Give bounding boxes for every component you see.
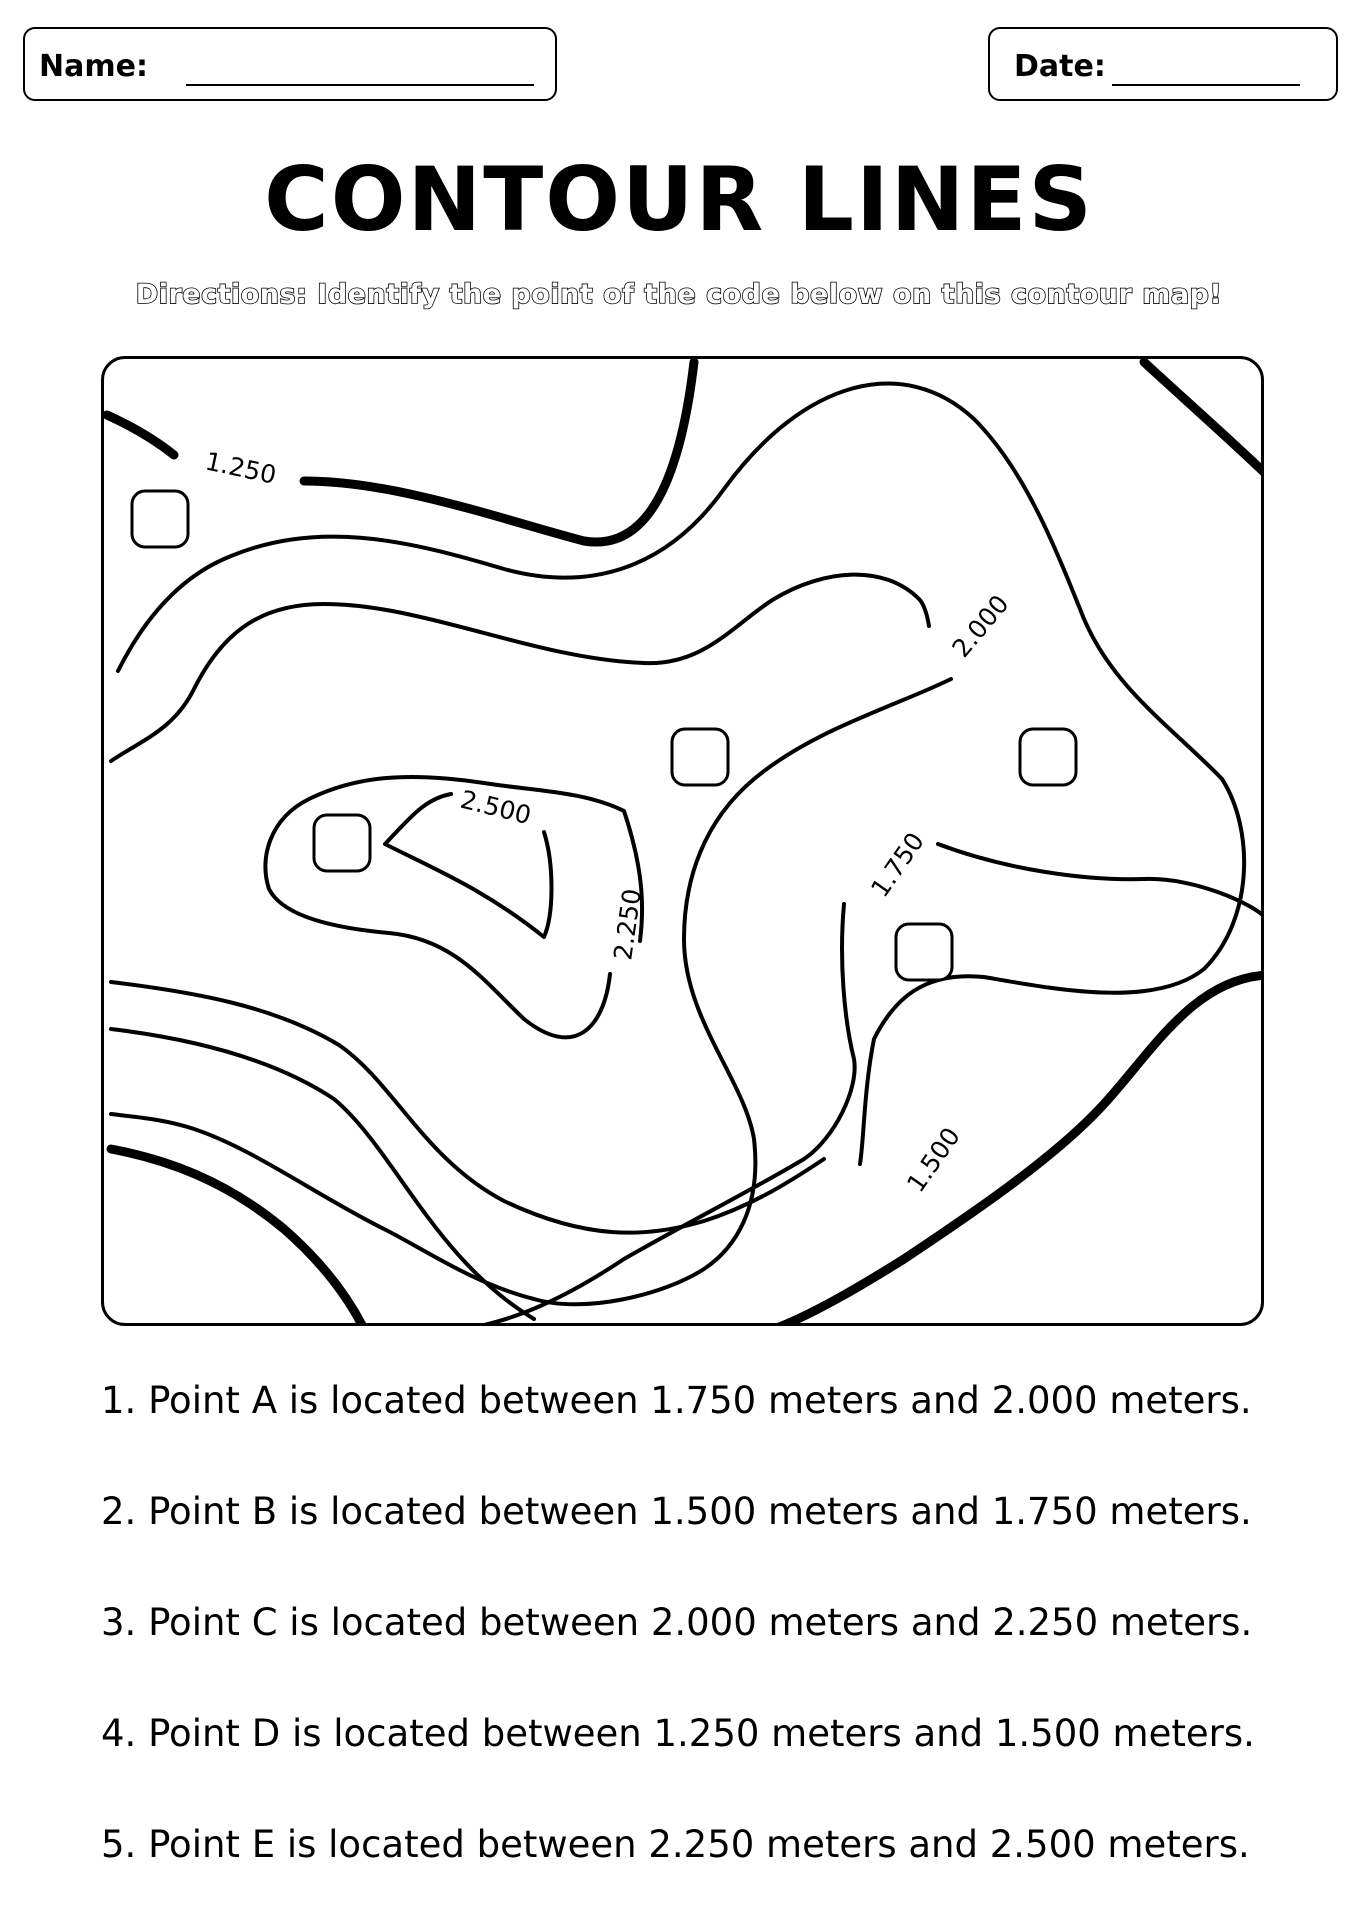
name-label: Name:	[39, 49, 148, 84]
question-item: 4. Point D is located between 1.250 meters and 1.500 meters.	[101, 1712, 1255, 1755]
contour-label-1250: 1.250	[202, 446, 279, 490]
point-box-center[interactable]	[672, 729, 728, 785]
contour-line-1750-upper	[111, 575, 929, 761]
question-item: 2. Point B is located between 1.500 meters and 1.750 meters.	[101, 1490, 1252, 1533]
contour-line-top-right-thick	[1144, 362, 1264, 475]
contour-line-1250-top-right	[304, 362, 694, 542]
question-item: 5. Point E is located between 2.250 meters and 2.500 meters.	[101, 1823, 1250, 1866]
contour-label-1500: 1.500	[901, 1122, 966, 1198]
contour-label-2500: 2.500	[457, 784, 535, 831]
contour-line-1250-lower	[111, 982, 824, 1233]
date-field[interactable]	[988, 27, 1338, 101]
question-list	[101, 1375, 1255, 1930]
contour-line-1750-lower-left	[464, 904, 855, 1326]
contour-label-2250: 2.250	[608, 886, 647, 962]
point-box-left-hill[interactable]	[314, 815, 370, 871]
point-box-lower-right[interactable]	[896, 924, 952, 980]
worksheet-title: CONTOUR LINES	[264, 148, 1094, 251]
contour-map-drawing	[104, 359, 1264, 1326]
question-item: 1. Point A is located between 1.750 meters and 2.000 meters.	[101, 1379, 1252, 1422]
contour-map	[101, 356, 1264, 1326]
contour-label-2000: 2.000	[946, 589, 1015, 663]
contour-line-2000	[111, 679, 951, 1304]
point-box-right[interactable]	[1020, 729, 1076, 785]
contour-line-1250-top	[107, 415, 174, 455]
question-item: 3. Point C is located between 2.000 meters and 2.250 meters.	[101, 1601, 1253, 1644]
name-write-line[interactable]	[186, 84, 534, 86]
date-write-line[interactable]	[1112, 84, 1300, 86]
contour-line-bottom-thick	[111, 1149, 364, 1326]
directions-text: Directions: Identify the point of the code below on this contour map!	[135, 279, 1223, 310]
contour-line-1750-lower	[938, 844, 1264, 919]
contour-label-1750: 1.750	[865, 827, 930, 903]
date-label: Date:	[1014, 49, 1106, 84]
point-box-top-left[interactable]	[132, 491, 188, 547]
name-field[interactable]	[23, 27, 557, 101]
